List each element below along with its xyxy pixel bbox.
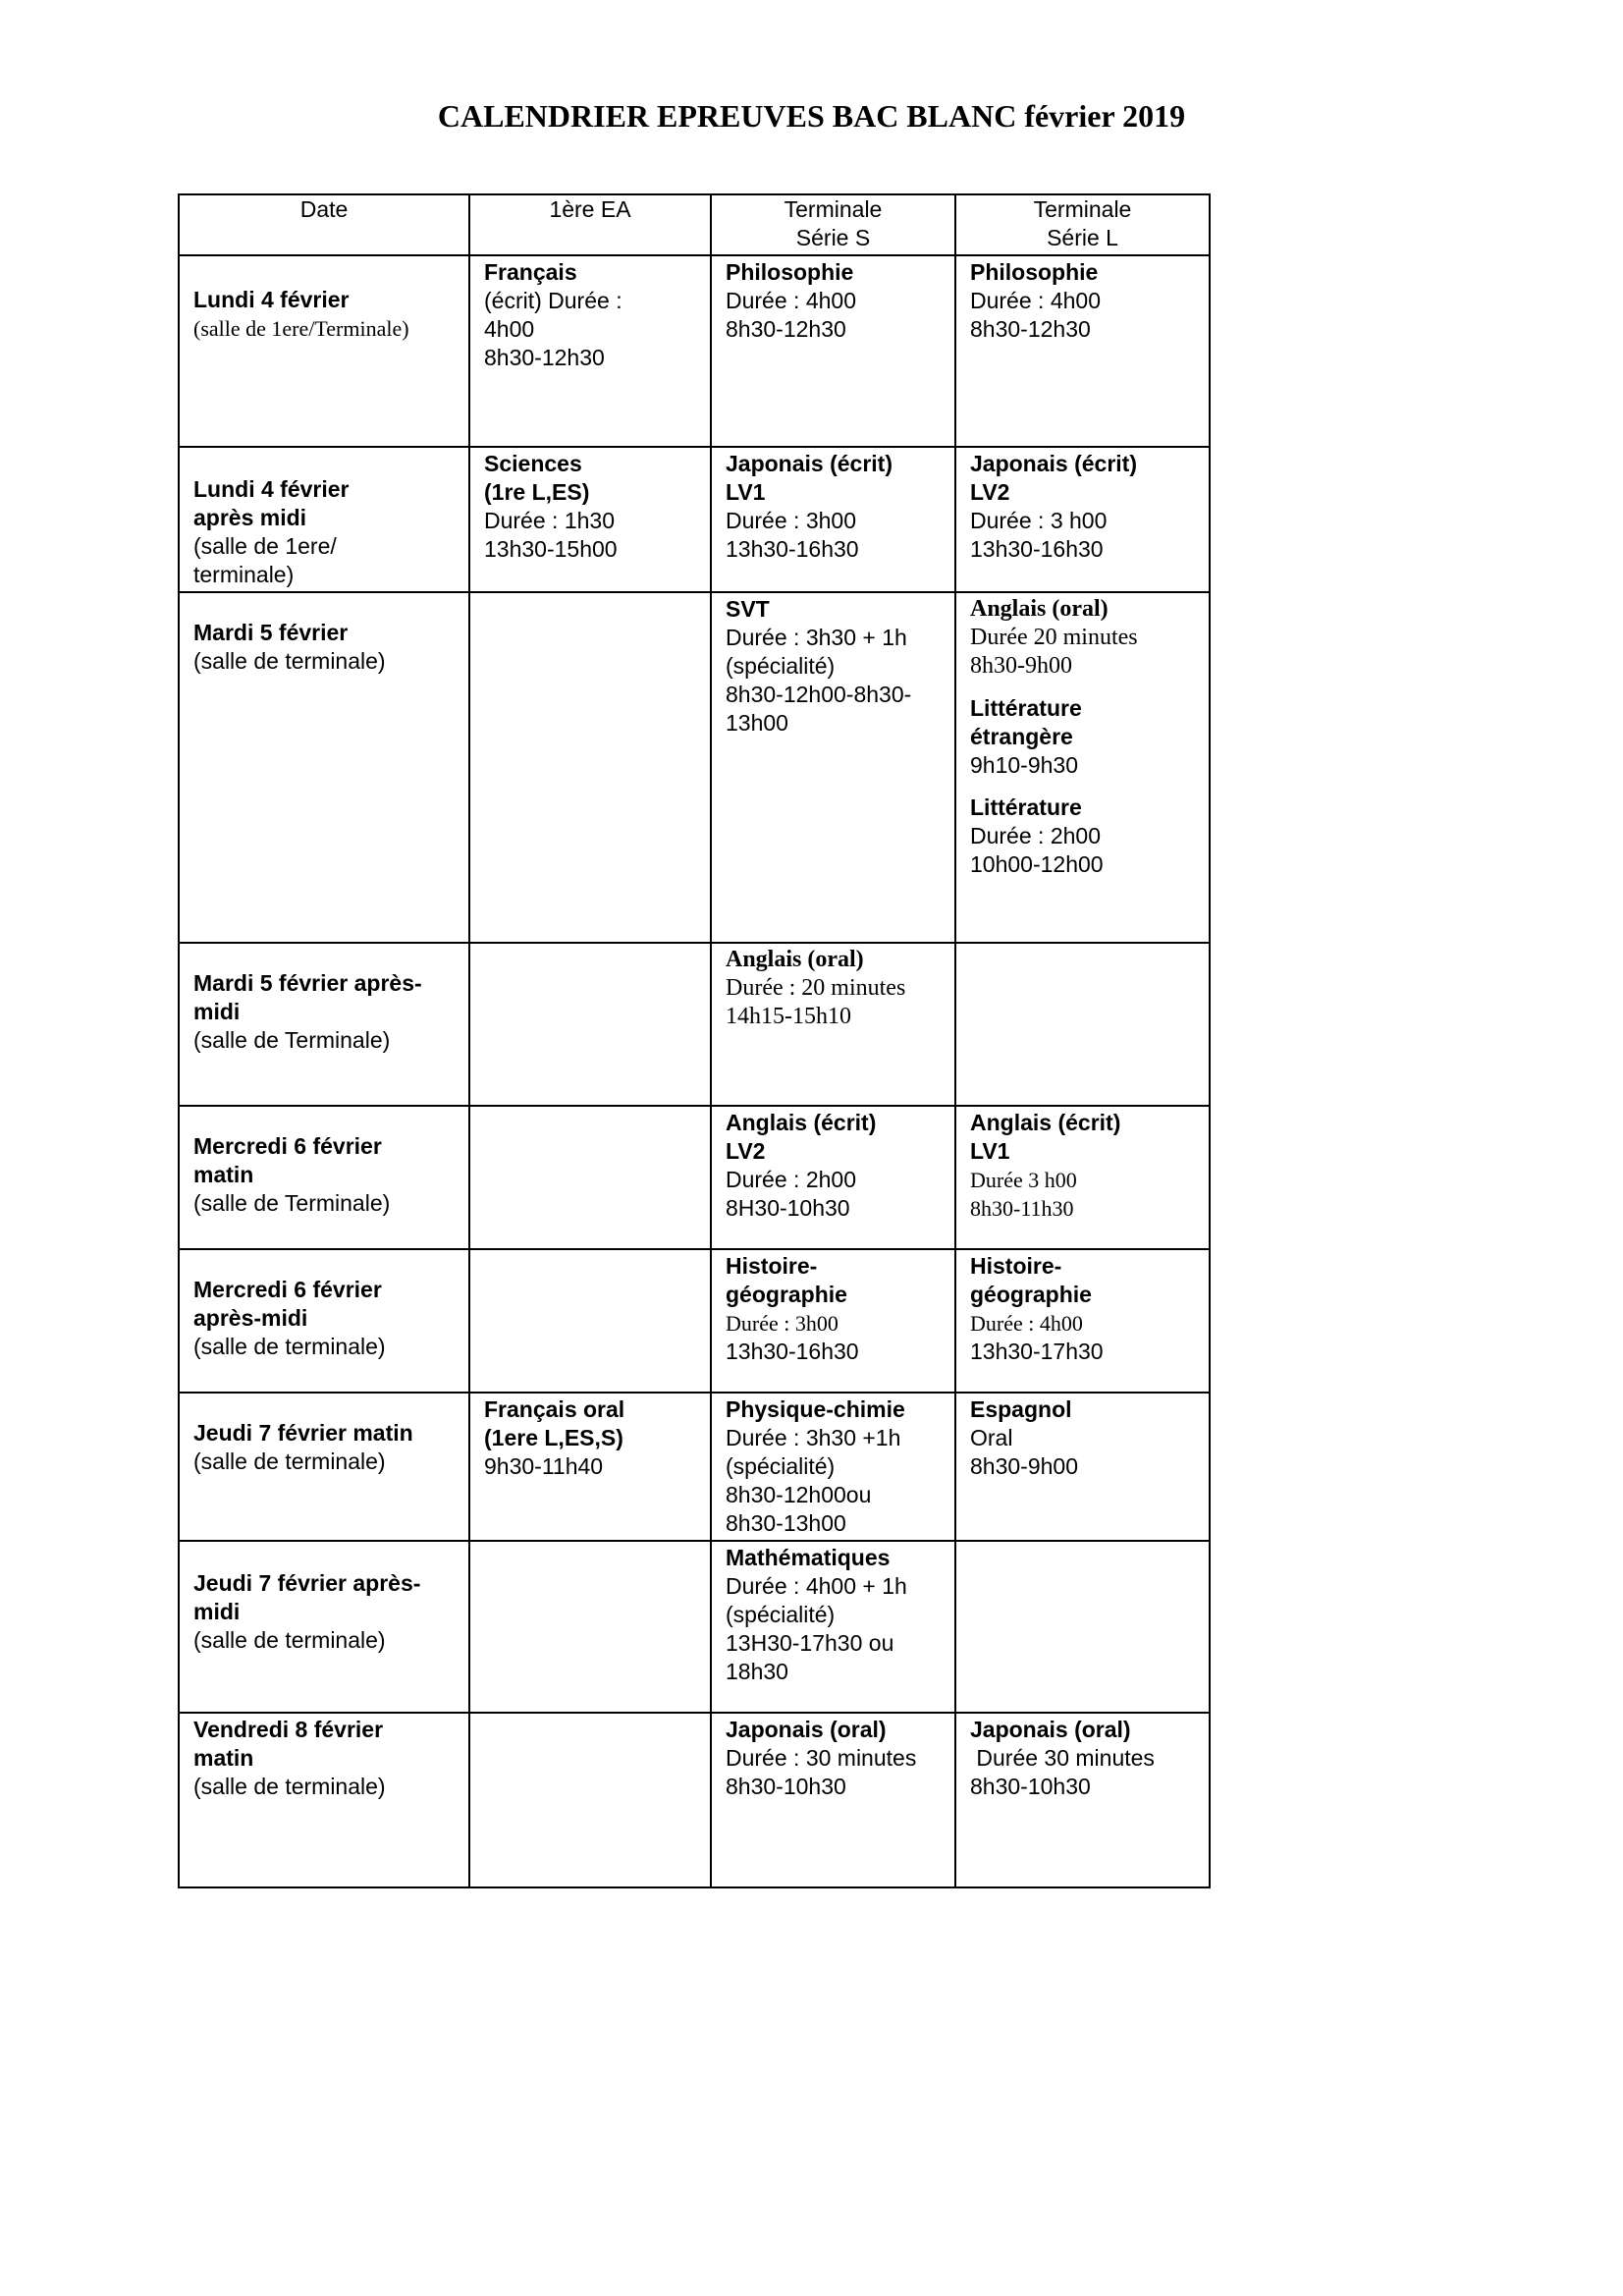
premiere-cell: [469, 1713, 711, 1887]
premiere-cell: Français oral (1ere L,ES,S) 9h30-11h40: [469, 1393, 711, 1541]
header-terminale-s: Terminale Série S: [711, 194, 955, 255]
premiere-cell: [469, 1106, 711, 1249]
terminale-l-cell: Espagnol Oral 8h30-9h00: [955, 1393, 1210, 1541]
terminale-l-cell: Histoire- géographie Durée : 4h00 13h30-17h30: [955, 1249, 1210, 1393]
date-cell: Lundi 4 février après midi (salle de 1ere/ terminale): [179, 447, 469, 592]
terminale-s-cell: Philosophie Durée : 4h00 8h30-12h30: [711, 255, 955, 447]
table-row: [179, 1249, 1210, 1393]
terminale-l-cell: [955, 1541, 1210, 1713]
terminale-s-cell: Anglais (oral) Durée : 20 minutes 14h15-15h10: [711, 943, 955, 1106]
table-row: [179, 1106, 1210, 1249]
header-row: [179, 194, 1210, 255]
date-cell: Mercredi 6 février matin (salle de Terminale): [179, 1106, 469, 1249]
terminale-l-cell: Anglais (oral) Durée 20 minutes 8h30-9h00 Littérature étrangère 9h10-9h30 Littérature Durée : 2h00 10h00-12h00: [955, 592, 1210, 943]
terminale-l-cell: Japonais (écrit) LV2 Durée : 3 h00 13h30-16h30: [955, 447, 1210, 592]
terminale-s-cell: SVT Durée : 3h30 + 1h (spécialité) 8h30-12h00-8h30- 13h00: [711, 592, 955, 943]
terminale-s-cell: Physique-chimie Durée : 3h30 +1h (spécialité) 8h30-12h00ou 8h30-13h00: [711, 1393, 955, 1541]
table-row: [179, 1541, 1210, 1713]
table-row: [179, 447, 1210, 592]
premiere-cell: [469, 592, 711, 943]
exam-calendar-table: [178, 193, 1211, 1888]
date-cell: Jeudi 7 février après- midi (salle de terminale): [179, 1541, 469, 1713]
terminale-s-cell: Histoire- géographie Durée : 3h00 13h30-16h30: [711, 1249, 955, 1393]
terminale-l-cell: [955, 943, 1210, 1106]
table-row: [179, 255, 1210, 447]
premiere-cell: [469, 1541, 711, 1713]
page-title: CALENDRIER EPREUVES BAC BLANC février 2019: [437, 98, 1186, 134]
date-cell: Vendredi 8 février matin (salle de terminale): [179, 1713, 469, 1887]
terminale-s-cell: Mathématiques Durée : 4h00 + 1h (spécialité) 13H30-17h30 ou 18h30: [711, 1541, 955, 1713]
table-row: [179, 1393, 1210, 1541]
terminale-s-cell: Japonais (écrit) LV1 Durée : 3h00 13h30-16h30: [711, 447, 955, 592]
header-terminale-l: Terminale Série L: [955, 194, 1210, 255]
terminale-s-cell: Anglais (écrit) LV2 Durée : 2h00 8H30-10h30: [711, 1106, 955, 1249]
table-row: [179, 943, 1210, 1106]
date-cell: Jeudi 7 février matin (salle de terminale): [179, 1393, 469, 1541]
premiere-cell: [469, 943, 711, 1106]
date-cell: Mardi 5 février après- midi (salle de Terminale): [179, 943, 469, 1106]
table-row: [179, 1713, 1210, 1887]
terminale-s-cell: Japonais (oral) Durée : 30 minutes 8h30-10h30: [711, 1713, 955, 1887]
header-premiere: 1ère EA: [469, 194, 711, 255]
terminale-l-cell: Japonais (oral) Durée 30 minutes 8h30-10h30: [955, 1713, 1210, 1887]
premiere-cell: [469, 1249, 711, 1393]
header-date: Date: [179, 194, 469, 255]
premiere-cell: Français (écrit) Durée : 4h00 8h30-12h30: [469, 255, 711, 447]
premiere-cell: Sciences (1re L,ES) Durée : 1h30 13h30-15h00: [469, 447, 711, 592]
date-cell: Lundi 4 février (salle de 1ere/Terminale): [179, 255, 469, 447]
date-cell: Mardi 5 février (salle de terminale): [179, 592, 469, 943]
table-row: [179, 592, 1210, 943]
terminale-l-cell: Anglais (écrit) LV1 Durée 3 h00 8h30-11h30: [955, 1106, 1210, 1249]
terminale-l-cell: Philosophie Durée : 4h00 8h30-12h30: [955, 255, 1210, 447]
date-cell: Mercredi 6 février après-midi (salle de terminale): [179, 1249, 469, 1393]
